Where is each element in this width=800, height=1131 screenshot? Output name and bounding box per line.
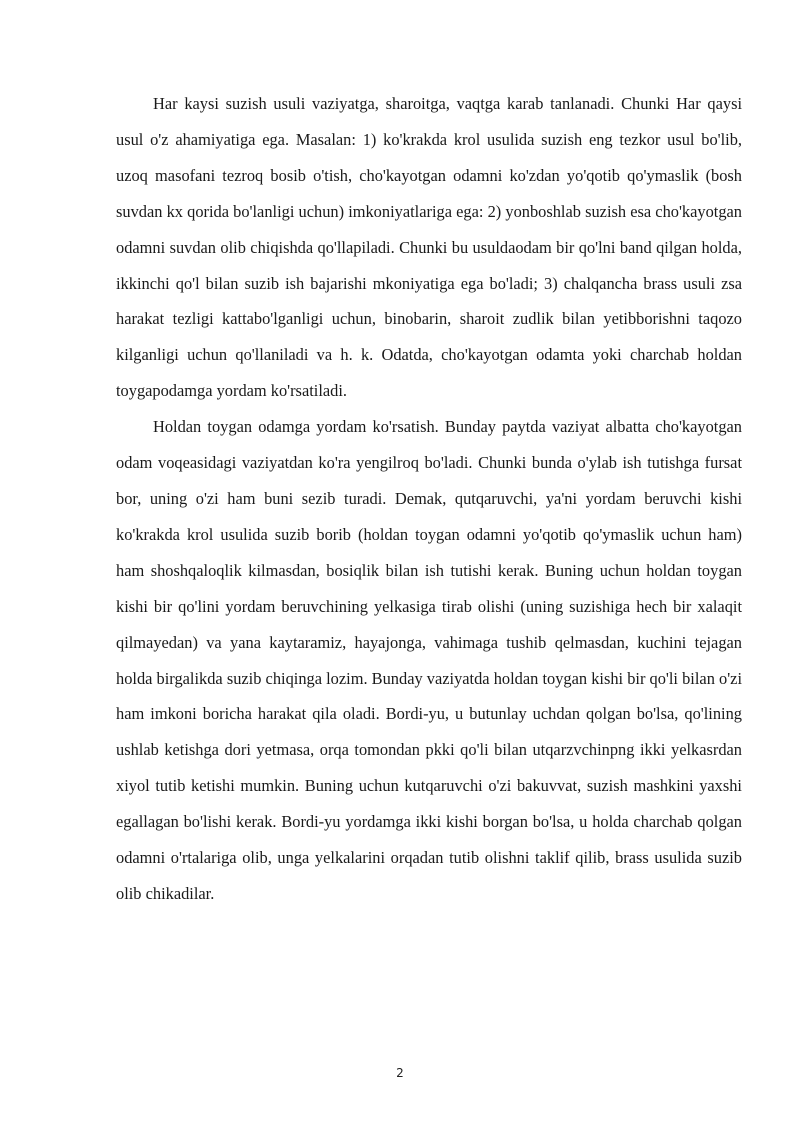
paragraph-1: Har kaysi suzish usuli vaziyatga, sharoitga, vaqtga karab tanlanadi. Chunki Har qaysi usul o'z ahamiyatiga ega. Masalan: 1) ko'krakda krol usulida suzish eng tezkor usul bo'lib, uzoq masofani tezroq bosib o'tish, cho'kayotgan odamni ko'zdan yo'qotib qo'ymaslik (bosh suvdan kx qorida bo'lanligi uchun) imkoniyatlariga ega: 2) yonboshlab suzish esa cho'kayotgan odamni suvdan olib chiqishda qo'llapiladi. Chunki bu usuldaodam bir qo'lni band qilgan holda, ikkinchi qo'l bilan suzib ish bajarishi mkoniyatiga ega bo'ladi; 3) chalqancha brass usuli zsa harakat tezligi kattabo'lganligi uchun, binobarin, sharoit zudlik bilan yetibborishni taqozo kilganligi uchun qo'llaniladi va h. k. Odatda, cho'kayotgan odamta yoki charchab holdan toygapodamga yordam ko'rsatiladi.: [116, 94, 742, 401]
body-text: [116, 86, 742, 912]
page-number: 2: [396, 1066, 404, 1080]
paragraph-2: Holdan toygan odamga yordam ko'rsatish. Bunday paytda vaziyat albatta cho'kayotgan odam voqeasidagi vaziyatdan ko'ra yengilroq bo'ladi. Chunki bunda o'ylab ish tutishga fursat bor, uning o'zi ham buni sezib turadi. Demak, qutqaruvchi, ya'ni yordam beruvchi kishi ko'krakda krol usulida suzib borib (holdan toygan odamni yo'qotib qo'ymaslik uchun ham) ham shoshqaloqlik kilmasdan, bosiqlik bilan ish tutishi kerak. Buning uchun holdan toygan kishi bir qo'lini yordam beruvchining yelkasiga tirab olishi (uning suzishiga hech bir xalaqit qilmayedan) va yana kaytaramiz, hayajonga, vahimaga tushib qelmasdan, kuchini tejagan holda birgalikda suzib chiqinga lozim. Bunday vaziyatda holdan toygan kishi bir qo'li bilan o'zi ham imkoni boricha harakat qila oladi. Bordi-yu, u butunlay uchdan qolgan bo'lsa, qo'lining ushlab ketishga dori yetmasa, orqa tomondan pkki qo'li bilan utqarzvchinpng ikki yelkasrdan xiyol tutib ketishi mumkin. Buning uchun kutqaruvchi o'zi bakuvvat, suzish mashkini yaxshi egallagan bo'lishi kerak. Bordi-yu yordamga ikki kishi borgan bo'lsa, u holda charchab qolgan odamni o'rtalariga olib, unga yelkalarini orqadan tutib olishni taklif qilib, brass usulida suzib olib chikadilar.: [116, 417, 742, 903]
